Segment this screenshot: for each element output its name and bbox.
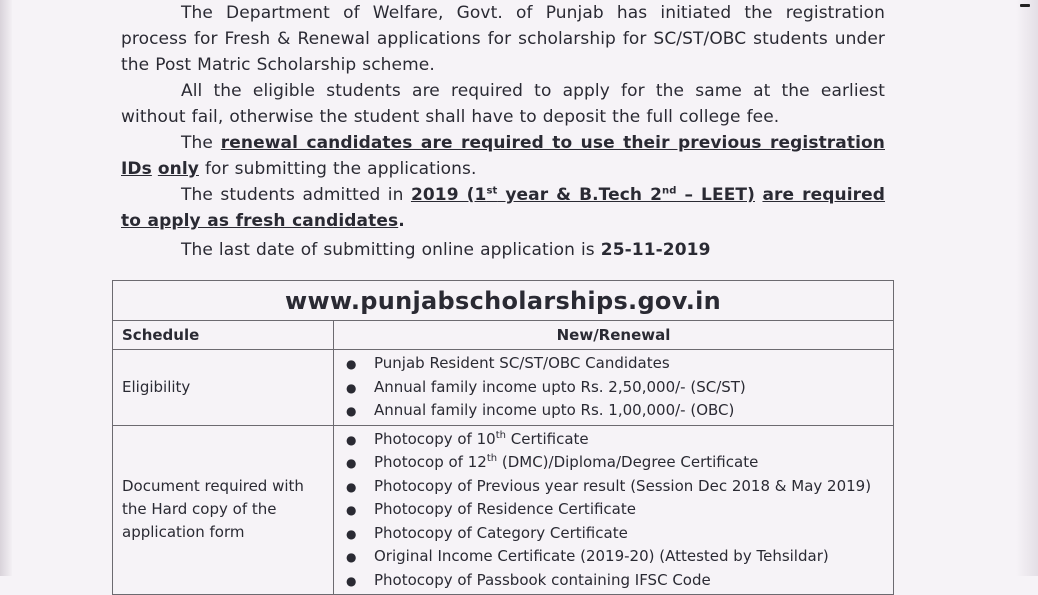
bullet-icon: ● xyxy=(346,456,357,470)
documents-list xyxy=(346,428,893,593)
table-row-eligibility xyxy=(113,350,894,426)
list-item: ● Photocopy of Passbook containing IFSC Code xyxy=(346,569,893,593)
new-renewal-header: New/Renewal xyxy=(334,321,894,350)
list-item: ● Photocop of 12th (DMC)/Diploma/Degree Certificate xyxy=(346,451,893,475)
bullet-icon: ● xyxy=(346,573,357,588)
paragraph-last-date: The last date of submitting online application is 25-11-2019 xyxy=(181,240,711,260)
paragraph-eligible-students xyxy=(121,78,885,130)
eligibility-list xyxy=(346,352,893,423)
paragraph-text: The Department of Welfare, Govt. of Punjab has initiated the registration process for Fresh & Renewal applications for scholarship for SC/ST/OBC students under the Post Matric Scholarship scheme. xyxy=(121,3,885,75)
staple-mark xyxy=(1020,4,1030,7)
website-row xyxy=(113,281,894,321)
schedule-header: Schedule xyxy=(113,321,334,350)
list-item: ● Photocopy of Previous year result (Session Dec 2018 & May 2019) xyxy=(346,475,893,499)
bullet-icon: ● xyxy=(346,404,357,418)
bullet-icon: ● xyxy=(346,526,357,541)
eligibility-label: Eligibility xyxy=(113,350,334,426)
paragraph-registration-initiated xyxy=(121,0,885,78)
list-item: ● Photocopy of Category Certificate xyxy=(346,522,893,546)
last-date: 25-11-2019 xyxy=(600,240,711,260)
paragraph-fresh-candidates: The students admitted in 2019 (1st year & B.Tech 2nd – LEET) are required to apply as fresh candidates. xyxy=(121,185,886,231)
bullet-icon: ● xyxy=(346,479,357,494)
bullet-icon: ● xyxy=(346,357,357,371)
fresh-candidates-emphasis: are required to apply as fresh candidates xyxy=(121,185,886,231)
list-item: ● Punjab Resident SC/ST/OBC Candidates xyxy=(346,352,893,376)
header-row xyxy=(113,321,894,350)
bullet-icon: ● xyxy=(346,432,357,447)
paragraph-renewal-candidates: The renewal candidates are required to use their previous registration IDs only for submitting the applications. xyxy=(121,133,885,179)
renewal-emphasis: renewal candidates are required to use their previous registration IDs xyxy=(121,133,885,179)
list-item: ● Annual family income upto Rs. 2,50,000/- (SC/ST) xyxy=(346,376,893,400)
list-item: ● Original Income Certificate (2019-20) (Attested by Tehsildar) xyxy=(346,545,893,569)
schedule-table xyxy=(112,280,894,595)
paragraph-text: All the eligible students are required to apply for the same at the earliest without fail, otherwise the student shall have to deposit the full college fee. xyxy=(121,81,885,127)
table-row-documents xyxy=(113,425,894,595)
bullet-icon: ● xyxy=(346,380,357,395)
list-item: ● Photocopy of 10th Certificate xyxy=(346,428,893,452)
bullet-icon: ● xyxy=(346,550,357,564)
only-emphasis: only xyxy=(157,159,199,179)
admission-year-emphasis: 2019 (1st year & B.Tech 2nd – LEET) xyxy=(410,185,755,205)
website-url[interactable]: www.punjabscholarships.gov.in xyxy=(113,281,894,321)
page-edge-left xyxy=(0,0,12,576)
documents-label: Document required with the Hard copy of the application form xyxy=(113,425,334,595)
list-item: ● Annual family income upto Rs. 1,00,000/- (OBC) xyxy=(346,399,893,423)
page-edge-right xyxy=(1016,0,1038,576)
list-item: ● Photocopy of Residence Certificate xyxy=(346,498,893,522)
bullet-icon: ● xyxy=(346,503,357,517)
